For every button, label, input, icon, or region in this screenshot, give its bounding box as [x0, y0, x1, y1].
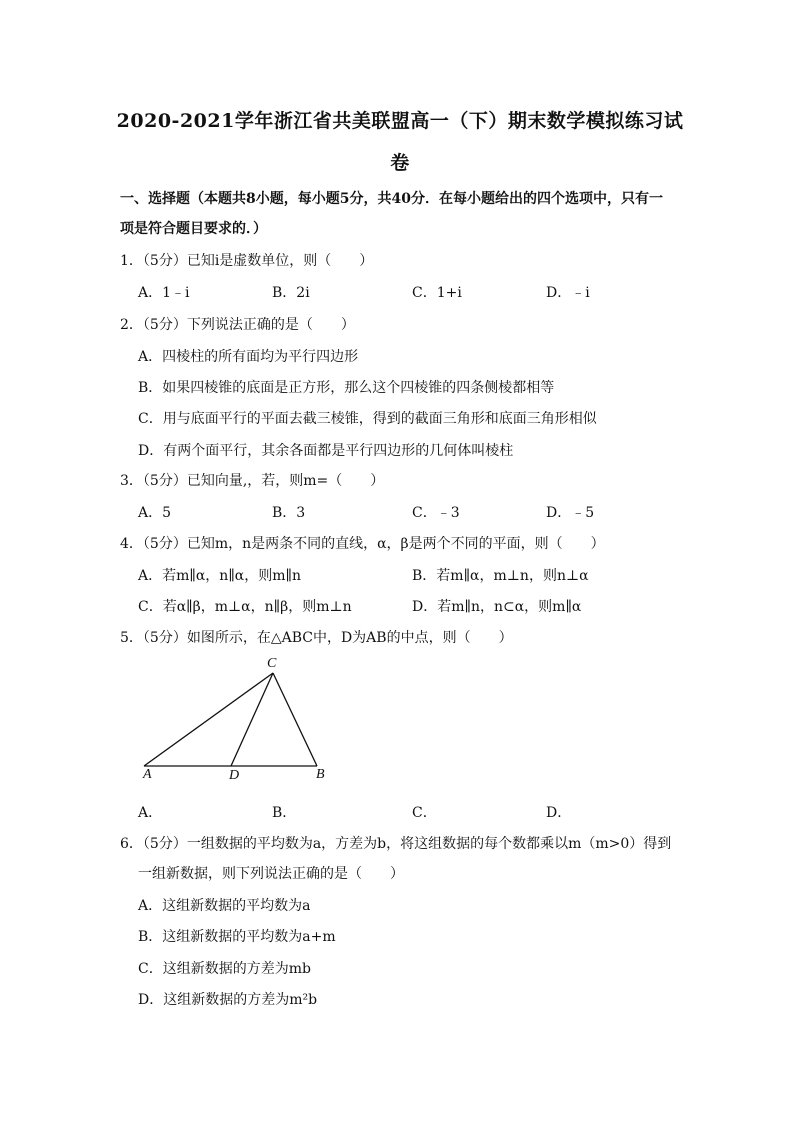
- question-2-stem: 2．（5分）下列说法正确的是（ ）: [120, 317, 355, 333]
- segment-cd: [231, 673, 273, 766]
- section-heading-line1: 一、选择题（本题共8小题，每小题5分，共40分．在每小题给出的四个选项中，只有一: [120, 191, 663, 207]
- question-1-option-c: C．1+i: [412, 285, 462, 301]
- question-2-option-d: D．有两个面平行，其余各面都是平行四边形的几何体叫棱柱: [138, 443, 514, 459]
- question-3-option-d: D．﹣5: [546, 505, 595, 521]
- question-3-stem: 3．（5分）已知向量,，若，则m=（ ）: [120, 473, 385, 489]
- segment-ac: [144, 673, 273, 766]
- question-5-option-d: D．: [546, 805, 572, 821]
- question-4-option-c: C．若α∥β，m⊥α，n∥β，则m⊥n: [138, 599, 352, 615]
- question-6-stem-line2: 一组新数据，则下列说法正确的是（ ）: [138, 866, 404, 882]
- question-6-stem-line1: 6．（5分）一组数据的平均数为a，方差为b，将这组数据的每个数都乘以m（m>0）得到: [120, 836, 672, 852]
- question-6-option-b: B．这组新数据的平均数为a+m: [138, 929, 336, 945]
- vertex-label-d: D: [229, 768, 240, 783]
- vertex-label-c: C: [267, 656, 277, 671]
- question-3-option-c: C．﹣3: [412, 505, 460, 521]
- question-4-option-a: A．若m∥α，n∥α，则m∥n: [138, 568, 302, 584]
- question-1-stem: 1．（5分）已知i是虚数单位，则（ ）: [120, 253, 374, 269]
- exam-title-line2: 卷: [390, 152, 410, 174]
- question-4-option-b: B．若m∥α，m⊥n，则n⊥α: [412, 568, 589, 584]
- question-3-option-a: A．5: [138, 505, 172, 521]
- question-4-option-d: D．若m∥n，n⊂α，则m∥α: [412, 599, 582, 615]
- question-5-stem: 5．（5分）如图所示，在△ABC中，D为AB的中点，则（ ）: [120, 630, 513, 646]
- question-2-option-c: C．用与底面平行的平面去截三棱锥，得到的截面三角形和底面三角形相似: [138, 411, 597, 427]
- vertex-label-b: B: [316, 767, 325, 782]
- question-5-option-a: A．: [138, 805, 163, 821]
- vertex-label-a: A: [143, 767, 152, 782]
- question-3-option-b: B．3: [272, 505, 306, 521]
- question-6-option-d: D．这组新数据的方差为m²b: [138, 992, 318, 1008]
- question-5-option-b: B．: [272, 805, 297, 821]
- question-2-option-a: A．四棱柱的所有面均为平行四边形: [138, 349, 359, 365]
- question-5-option-c: C．: [412, 805, 437, 821]
- question-6-option-c: C．这组新数据的方差为mb: [138, 961, 311, 977]
- exam-title-line1: 2020-2021学年浙江省共美联盟高一（下）期末数学模拟练习试: [116, 110, 684, 132]
- section-heading-line2: 项是符合题目要求的．）: [120, 221, 267, 237]
- triangle-abc-figure: [130, 655, 340, 770]
- question-2-option-b: B．如果四棱锥的底面是正方形，那么这个四棱锥的四条侧棱都相等: [138, 380, 555, 396]
- question-1-option-a: A．1﹣i: [138, 285, 190, 301]
- question-1-option-d: D．﹣i: [546, 285, 590, 301]
- question-4-stem: 4．（5分）已知m，n是两条不同的直线，α，β是两个不同的平面，则（ ）: [120, 536, 605, 552]
- question-6-option-a: A．这组新数据的平均数为a: [138, 898, 311, 914]
- question-1-option-b: B．2i: [272, 285, 310, 301]
- segment-bc: [273, 673, 317, 766]
